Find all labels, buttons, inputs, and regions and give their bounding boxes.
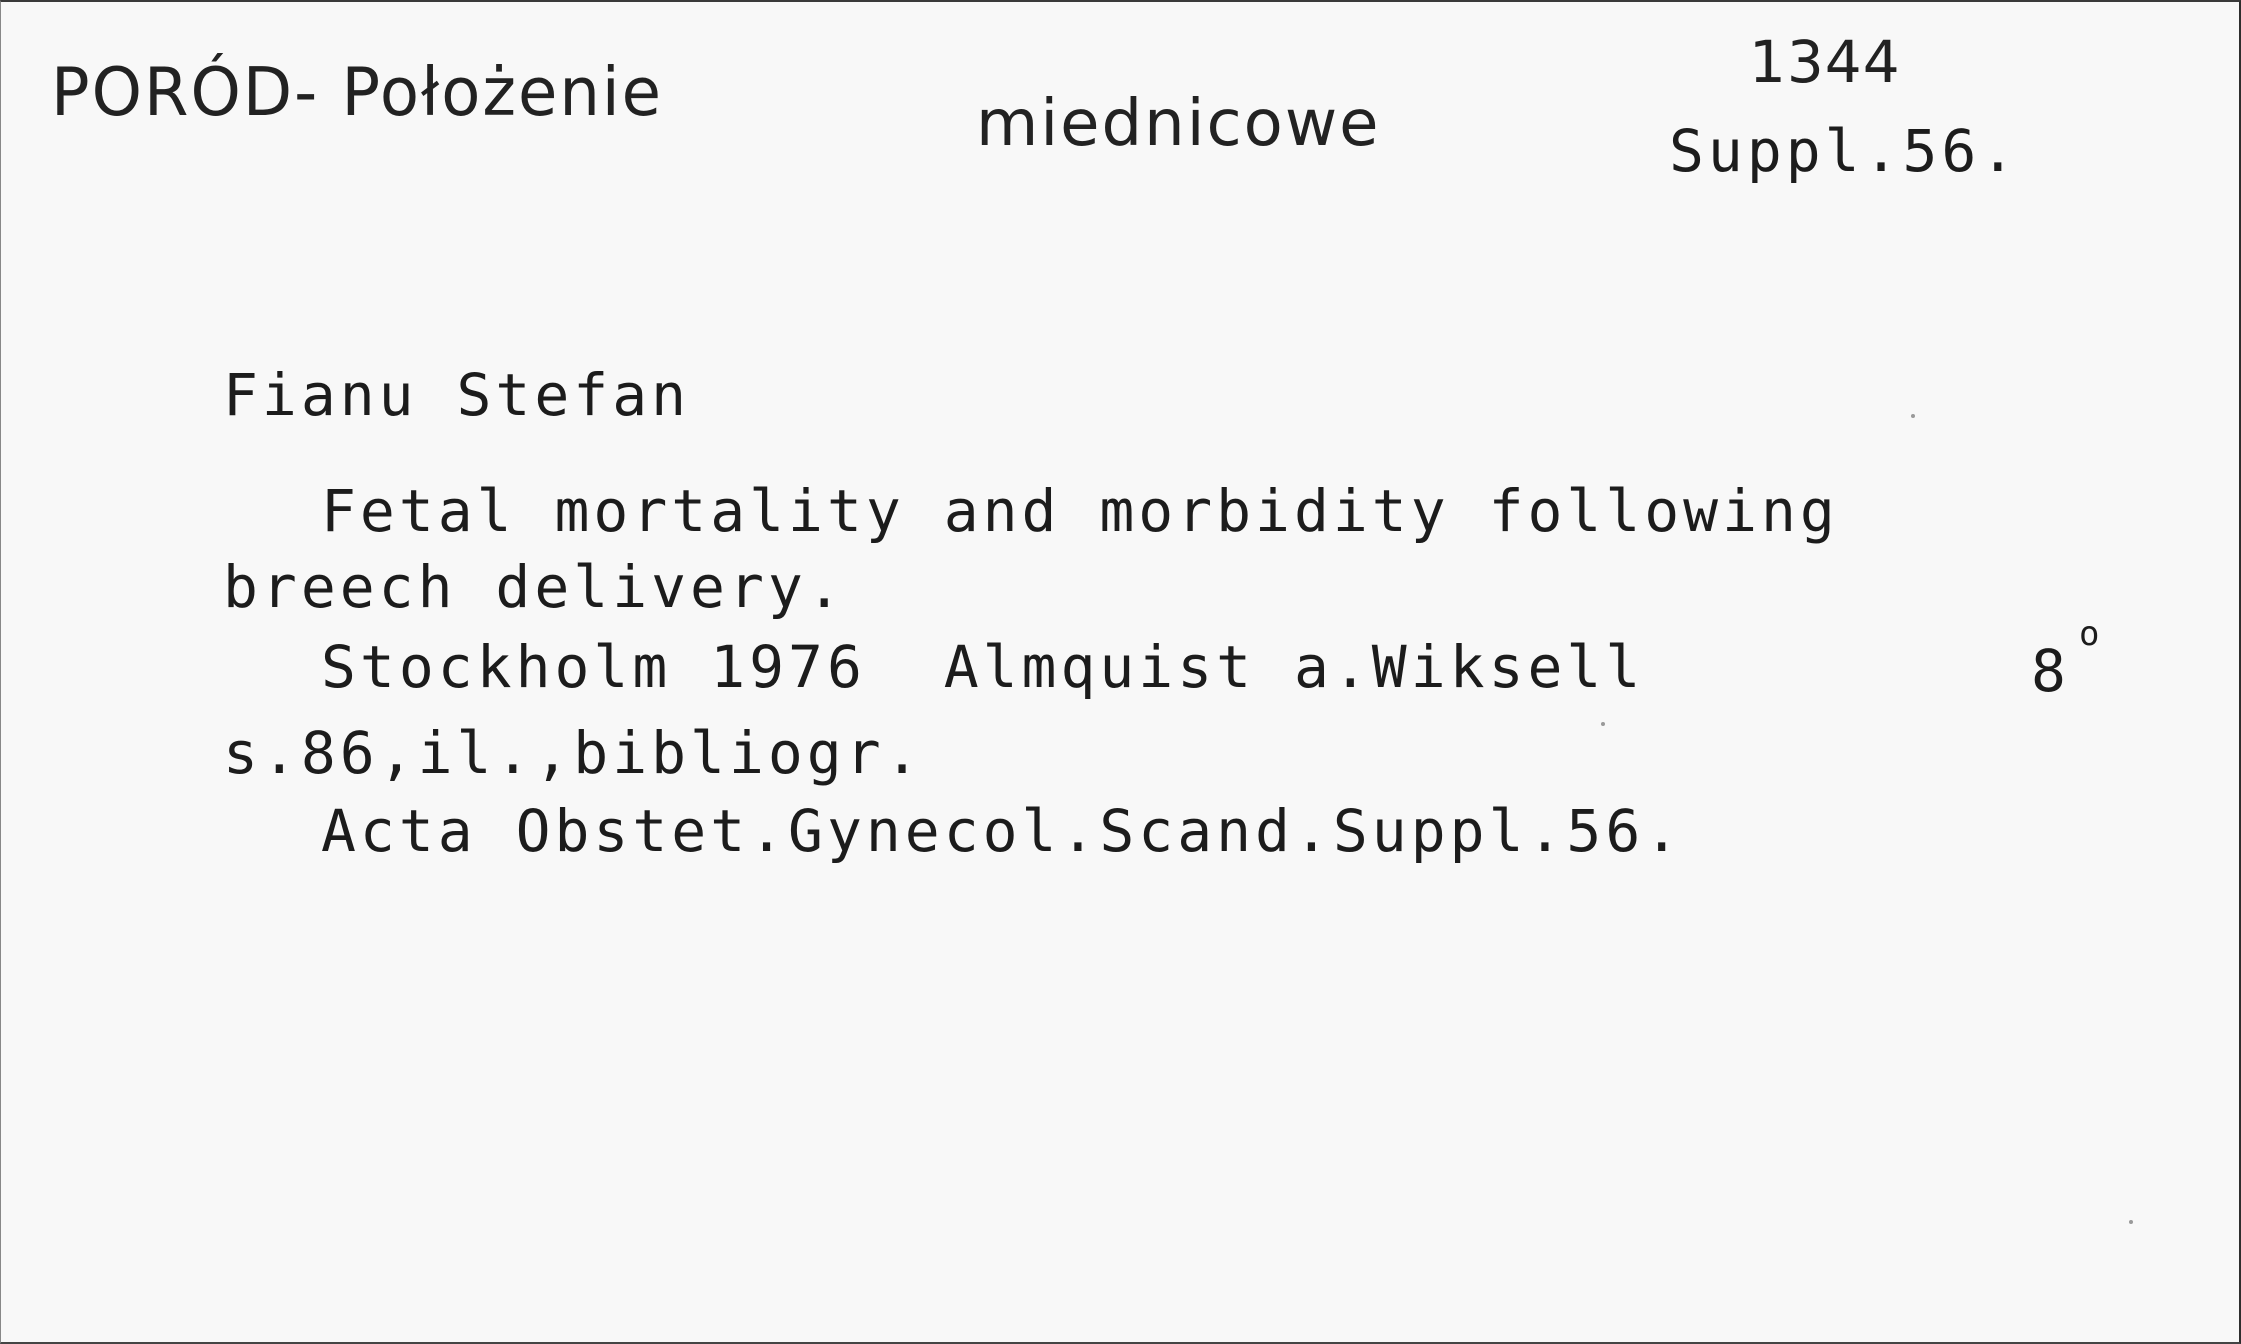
subject-subheading: miednicowe xyxy=(976,87,1381,161)
paper-speck xyxy=(1911,414,1915,418)
author-name: Fianu Stefan xyxy=(223,361,691,429)
card-number: 1344 xyxy=(1749,28,1901,96)
title-line-2: breech delivery. xyxy=(223,553,846,621)
shelf-mark: Suppl.56. xyxy=(1669,117,2020,185)
paper-speck xyxy=(1601,722,1605,726)
series-line: Acta Obstet.Gynecol.Scand.Suppl.56. xyxy=(321,797,1684,865)
title-line-1: Fetal mortality and morbidity following xyxy=(321,477,1839,545)
subject-heading: PORÓD- Położenie xyxy=(51,54,664,132)
paper-speck xyxy=(2129,1220,2133,1224)
collation-line: s.86,il.,bibliogr. xyxy=(223,719,924,787)
format-degree-mark: o xyxy=(2079,614,2100,654)
format-mark: 8 xyxy=(2031,637,2070,705)
imprint-line: Stockholm 1976 Almquist a.Wiksell xyxy=(321,633,1645,701)
